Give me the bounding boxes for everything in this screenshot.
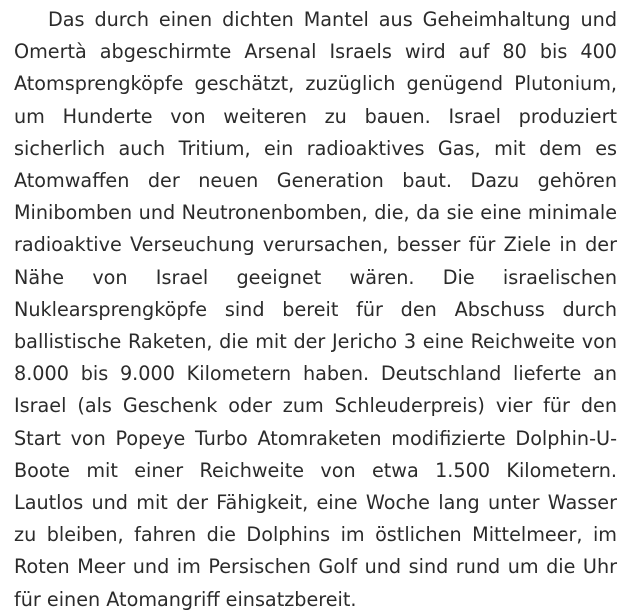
body-paragraph: Das durch einen dichten Mantel aus Geheimhaltung und Omertà abgeschirmte Arsenal Israels wird auf 80 bis 400 Atomsprengköpfe geschätzt, zuzüglich genügend Plutonium, um Hunderte von weiteren zu bauen. Israel produziert sicherlich auch Tritium, ein radioaktives Gas, mit dem es Atomwaffen der neuen Generation baut. Dazu gehören Minibomben und Neutronenbomben, die, da sie eine minimale radioaktive Verseuchung verursachen, besser für Ziele in der Nähe von Israel geeignet wären. Die israelischen Nuklearsprengköpfe sind bereit für den Abschuss durch ballistische Raketen, die mit der Jericho 3 eine Reichweite von 8.000 bis 9.000 Kilometern haben. Deutschland lieferte an Israel (als Geschenk oder zum Schleuderpreis) vier für den Start von Popeye Turbo Atomraketen modifizierte Dolphin-U-Boote mit einer Reichweite von etwa 1.500 Kilometern. Lautlos und mit der Fähigkeit, eine Woche lang unter Wasser zu bleiben, fahren die Dolphins im östlichen Mittelmeer, im Roten Meer und im Persischen Golf und sind rund um die Uhr für einen Atomangriff einsatzbereit. <box>14 8 617 611</box>
document-page <box>14 4 617 616</box>
